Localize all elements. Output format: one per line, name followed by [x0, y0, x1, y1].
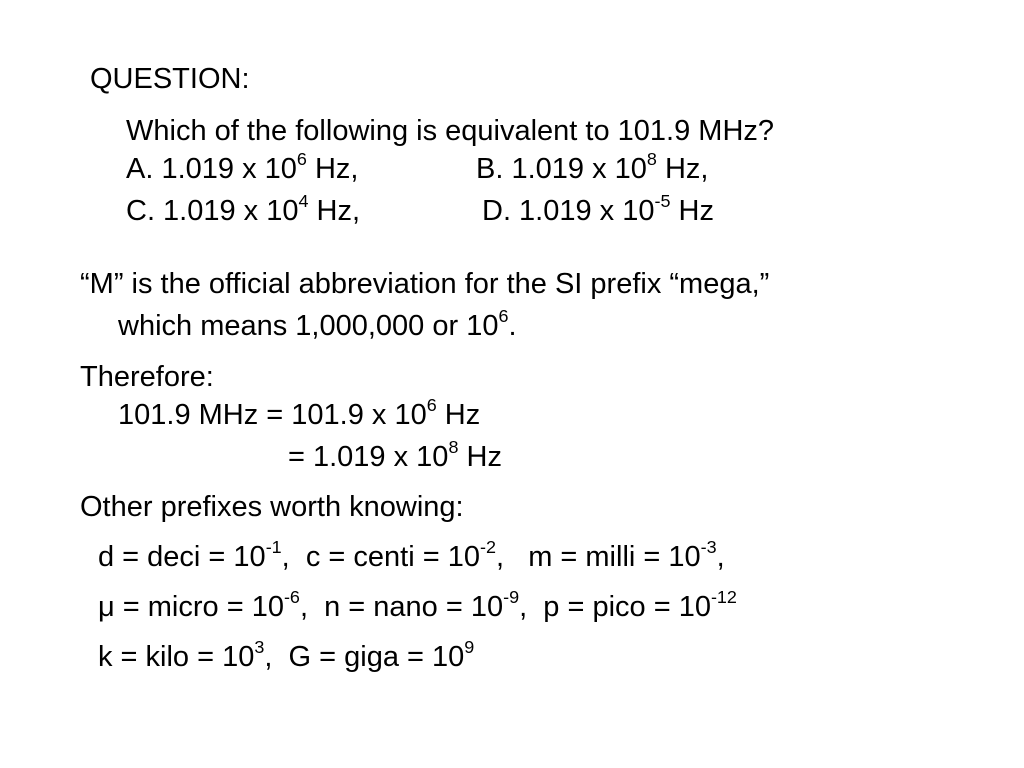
explanation-line-1: “M” is the official abbreviation for the SI prefix “mega,” [80, 268, 770, 300]
prefix-pico: p = pico = $10^{-12}$ [543, 586, 737, 623]
prefix-row-1 [98, 536, 725, 574]
calculation-line-1: 101.9 MHz = 101.9 x $10^6$ Hz [118, 394, 481, 431]
prefix-row-2 [98, 586, 737, 624]
prefix-milli: m = milli = $10^{-3}$, [528, 536, 725, 573]
prefix-micro: μ = micro = $10^{-6}$, [98, 586, 325, 623]
explanation-line-2: which means 1,000,000 or $10^6$. [118, 305, 517, 342]
prefix-nano: n = nano = $10^{-9}$, [324, 586, 544, 623]
option-a: A. 1.019 x $10^6$ Hz, [126, 148, 359, 185]
prefix-giga: G = giga = $10^9$ [288, 636, 475, 673]
prefixes-heading: Other prefixes worth knowing: [80, 491, 464, 523]
question-heading: QUESTION: [90, 63, 250, 95]
option-d: D. 1.019 x $10^{-5}$ Hz [482, 190, 714, 227]
options-row-2b [482, 190, 714, 228]
prefix-kilo: k = kilo = $10^3$, [98, 636, 289, 673]
prefix-row-3 [98, 636, 475, 674]
option-c: C. 1.019 x $10^4$ Hz, [126, 190, 361, 227]
question-prompt: Which of the following is equivalent to 101.9 MHz? [126, 115, 775, 147]
options-row-1 [126, 148, 359, 186]
option-b: B. 1.019 x $10^8$ Hz, [476, 148, 709, 185]
calculation-line-2: = 1.019 x $10^8$ Hz [288, 436, 502, 473]
prefix-deci: d = deci = $10^{-1}$, [98, 536, 306, 573]
options-row-1b [476, 148, 709, 186]
therefore-label: Therefore: [80, 361, 214, 393]
prefix-centi: c = centi = $10^{-2}$, [305, 536, 529, 573]
options-row-2 [126, 190, 361, 228]
